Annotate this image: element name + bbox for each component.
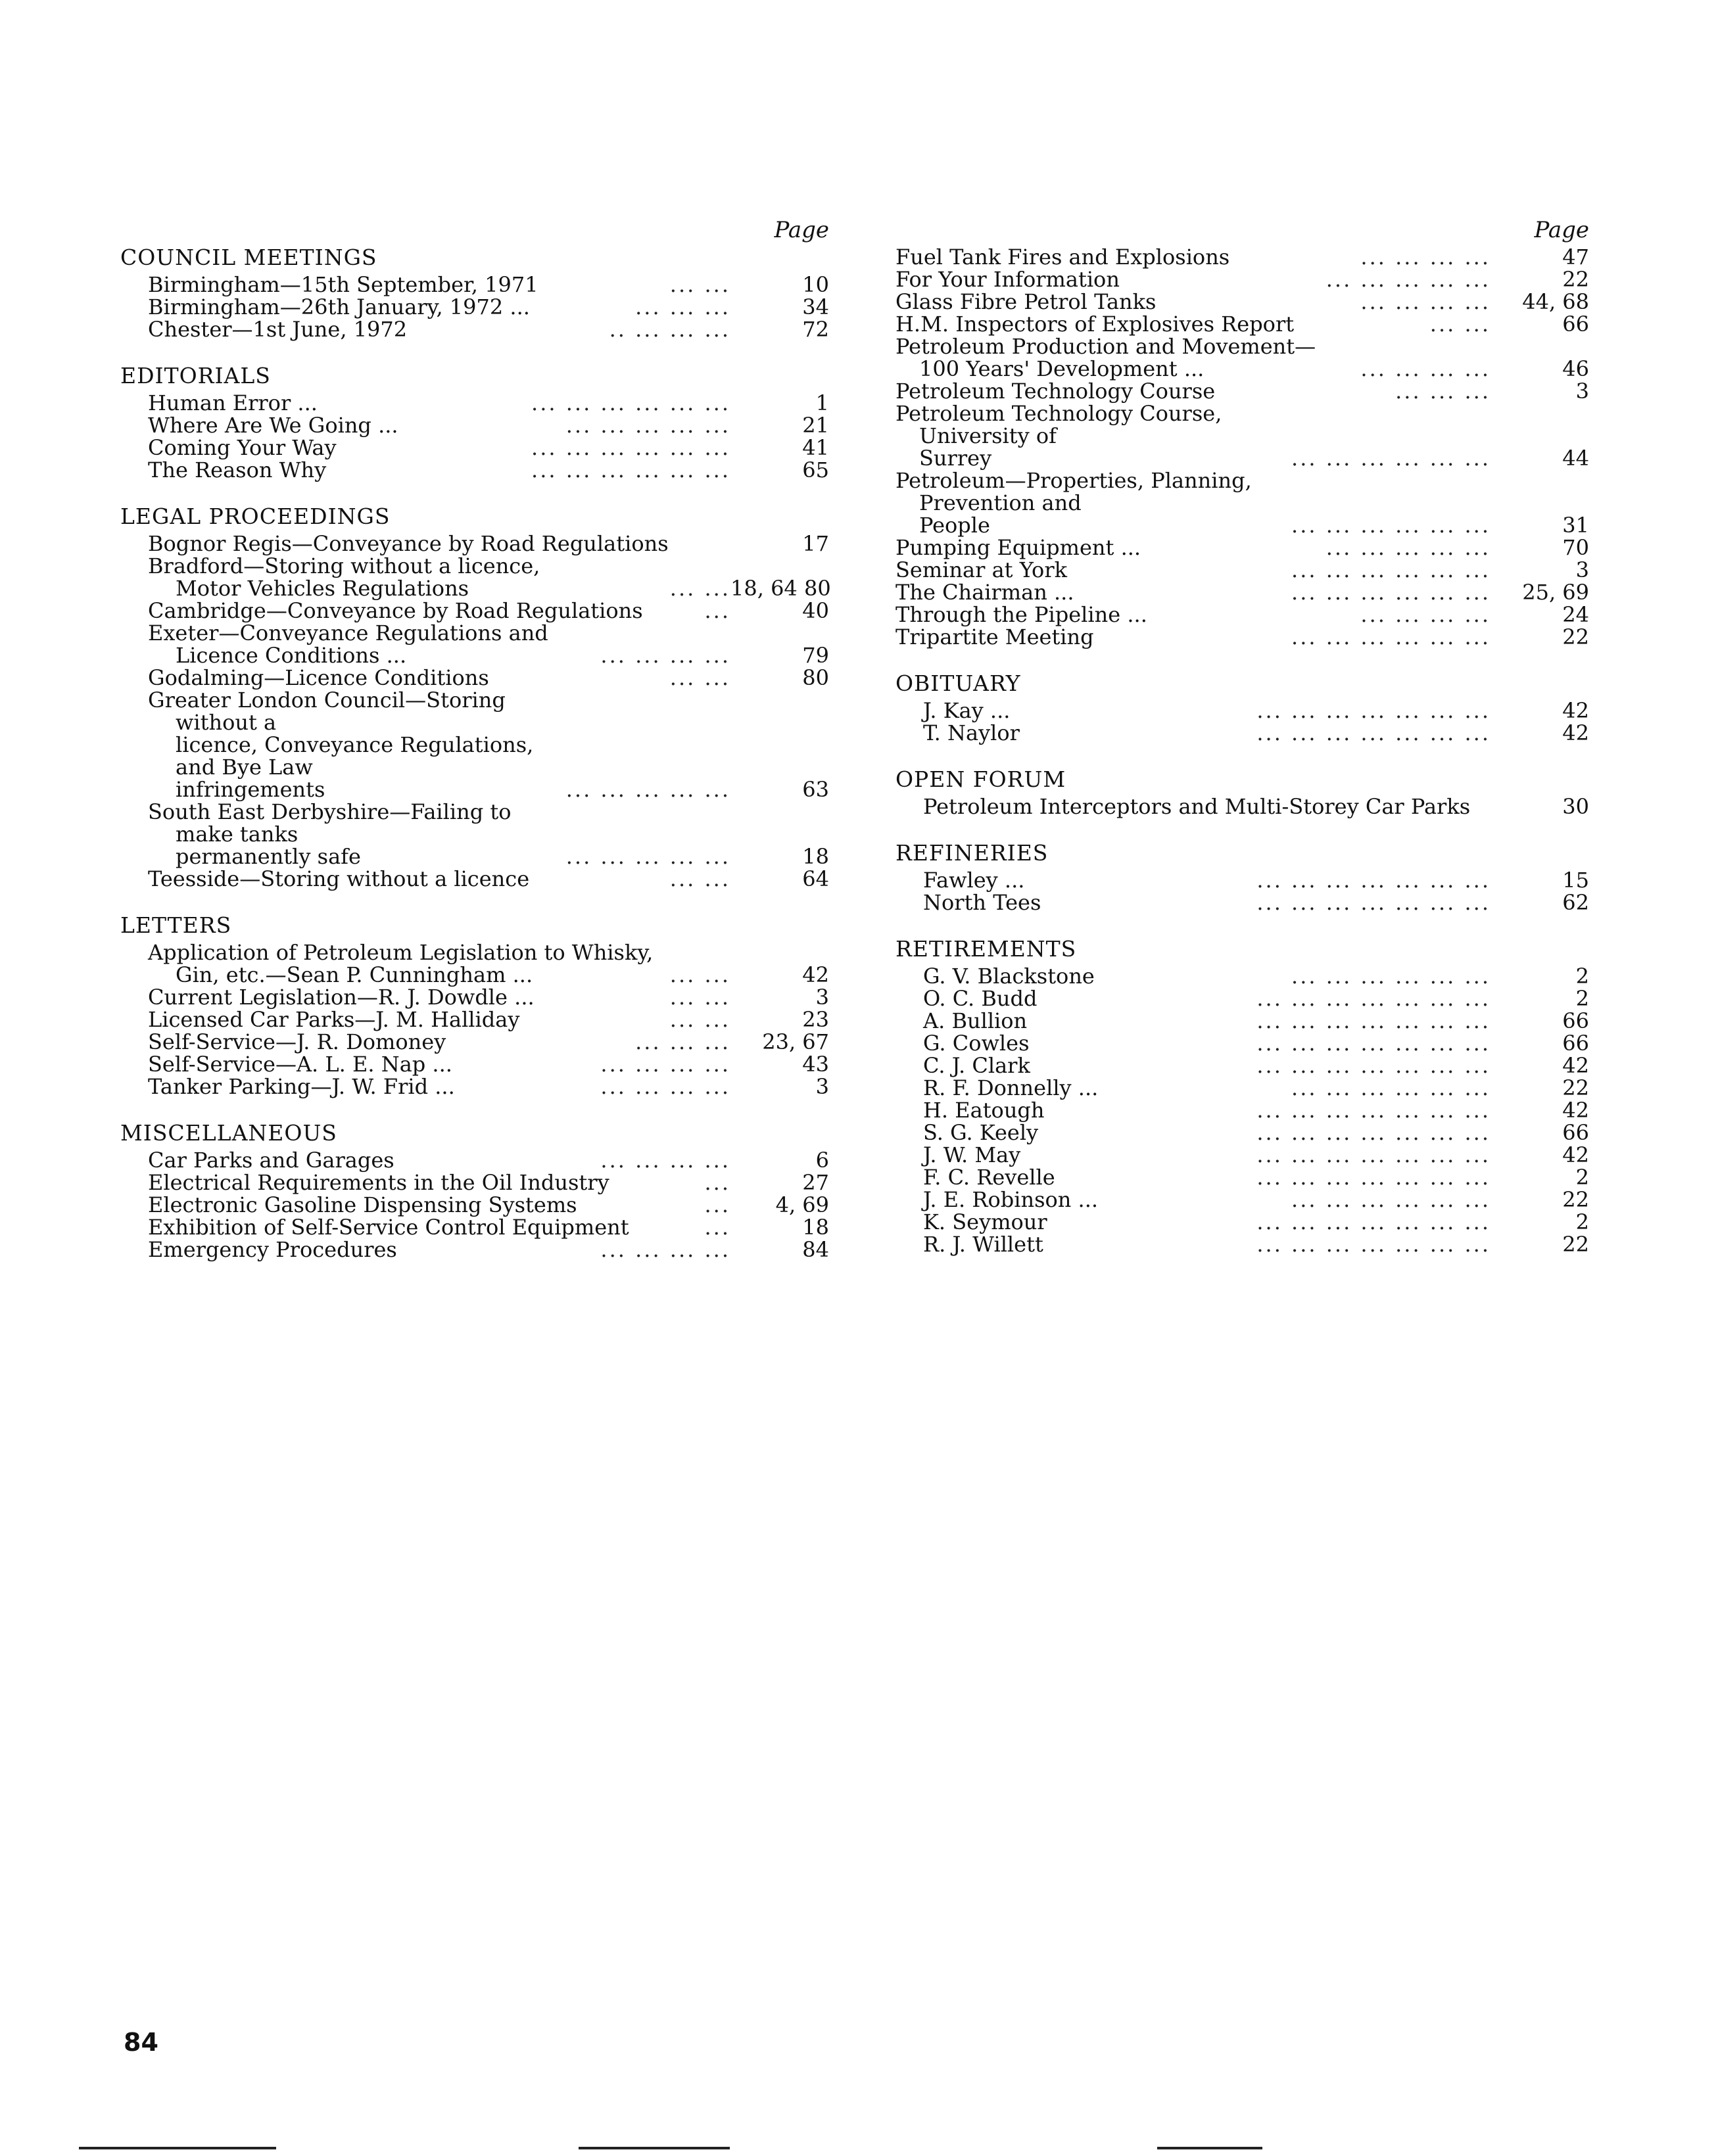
entry-page-number: 64 [802,866,829,891]
entry-page-number: 24 [1562,602,1589,627]
entry-title: Where Are We Going ... [148,413,398,438]
right-sections [895,246,1589,1255]
dot-leader: ... ... ... ... ... ... [531,457,730,482]
index-entry [120,986,829,1008]
entry-page-number: 2 [1575,986,1589,1011]
dot-leader: ... ... ... ... ... [1325,535,1491,560]
entry-title: Fuel Tank Fires and Explosions [895,245,1230,270]
index-entry [120,801,829,868]
dot-leader: ... ... ... ... ... ... [1291,624,1491,649]
entry-title: Petroleum Technology Course [895,379,1216,404]
entry-title: O. C. Budd [923,986,1038,1011]
index-entry [895,559,1589,581]
entry-page-number: 72 [802,317,829,342]
index-entry [895,1032,1589,1054]
index-entry [120,414,829,436]
dot-leader: ... [704,1192,730,1217]
page-column-header: Page [774,217,829,243]
entry-title: Pumping Equipment ... [895,535,1141,560]
entry-title: Coming Your Way [148,435,337,460]
index-entry [895,469,1589,536]
index-entry [895,268,1589,291]
index-entry [895,1166,1589,1188]
entry-page-number: 27 [802,1170,829,1195]
index-entry [120,1171,829,1194]
dot-leader: ... ... ... ... [600,1052,730,1077]
entry-page-number: 22 [1562,1075,1589,1100]
entry-title: Glass Fibre Petrol Tanks [895,289,1157,314]
entry-title: Application of Petroleum Legislation to Whisky, Gin, etc.—Sean P. Cunningham ... [148,940,654,987]
entry-title: Cambridge—Conveyance by Road Regulations [148,598,643,623]
dot-leader: ... ... ... ... ... ... ... [1256,868,1491,893]
index-entry [120,555,829,599]
entry-title: Exhibition of Self-Service Control Equipment [148,1215,629,1240]
entry-page-number: 23 [802,1007,829,1032]
index-entry [895,795,1589,818]
dot-leader: ... ... ... [635,294,730,319]
entry-title: J. E. Robinson ... [923,1187,1099,1212]
dot-leader: ... ... [669,985,730,1010]
dot-leader: ... ... ... [635,1029,730,1054]
dot-leader: ... ... [669,576,730,601]
index-entry [120,459,829,481]
index-entry [895,987,1589,1010]
section-heading: LETTERS [120,912,232,938]
entry-page-number: 42 [1562,720,1589,745]
index-entry [120,622,829,667]
index-entry [120,667,829,689]
entry-title: K. Seymour [923,1209,1047,1234]
dot-leader: ... ... ... ... ... ... [1291,1187,1491,1212]
section-heading: COUNCIL MEETINGS [120,245,377,270]
index-entry [895,380,1589,402]
entry-page-number: 31 [1562,513,1589,538]
index-entry [120,532,829,555]
dot-leader: ... ... ... ... ... ... [1291,557,1491,582]
entry-title: Car Parks and Garages [148,1148,394,1173]
entry-title: Teesside—Storing without a licence [148,866,530,891]
dot-leader: ... ... ... ... ... ... ... [1256,1165,1491,1190]
index-entry [895,891,1589,914]
index-entry [120,1149,829,1171]
index-entry [895,246,1589,268]
index-entry [895,1233,1589,1255]
section-heading: OBITUARY [895,670,1021,696]
page-number: 84 [124,2028,158,2057]
index-entry [895,1144,1589,1166]
entry-title: The Chairman ... [895,580,1074,605]
entry-page-number: 65 [802,457,829,482]
entry-page-number: 42 [1562,1098,1589,1123]
entry-title: Licensed Car Parks—J. M. Halliday [148,1007,520,1032]
bottom-edge-rule [1157,2147,1262,2149]
entry-page-number: 30 [1562,794,1589,819]
index-entry [895,335,1589,380]
index-section [895,246,1589,648]
entry-title: Birmingham—15th September, 1971 [148,272,538,297]
entry-page-number: 70 [1562,535,1589,560]
entry-page-number: 3 [1575,557,1589,582]
entry-page-number: 63 [802,777,829,802]
dot-leader: ... ... ... ... [1360,289,1491,314]
entry-title: Emergency Procedures [148,1237,397,1262]
entry-page-number: 2 [1575,1165,1589,1190]
index-entry [120,1194,829,1216]
dot-leader: ... ... [669,962,730,987]
dot-leader: ... ... ... ... ... ... ... [1256,720,1491,745]
entry-page-number: 66 [1562,312,1589,337]
entry-title: Exeter—Conveyance Regulations and Licence Conditions ... [148,621,548,668]
entry-title: Bognor Regis—Conveyance by Road Regulations [148,531,669,556]
section-heading: RETIREMENTS [895,936,1077,962]
entry-title: G. V. Blackstone [923,964,1095,989]
entry-page-number: 2 [1575,964,1589,989]
dot-leader: ... ... ... ... [1360,356,1491,381]
index-entry [895,291,1589,313]
dot-leader: ... ... ... ... ... ... ... [1256,1120,1491,1145]
entry-title: Self-Service—J. R. Domoney [148,1029,446,1054]
dot-leader: ... ... [669,272,730,297]
entry-title: Bradford—Storing without a licence, Motor Vehicles Regulations [148,553,540,601]
entry-page-number: 42 [1562,1053,1589,1078]
index-entry [120,1238,829,1261]
index-entry [895,313,1589,335]
entry-page-number: 41 [802,435,829,460]
entry-title: Petroleum Technology Course, University of Surrey [895,401,1222,471]
entry-title: Chester—1st June, 1972 [148,317,408,342]
entry-list [895,965,1589,1255]
entry-title: R. F. Donnelly ... [923,1075,1099,1100]
dot-leader: ... ... ... ... [600,1237,730,1262]
entry-page-number: 2 [1575,1209,1589,1234]
index-entry [895,1077,1589,1099]
entry-title: Tanker Parking—J. W. Frid ... [148,1074,455,1099]
entry-title: G. Cowles [923,1031,1030,1056]
dot-leader: ... ... ... ... ... ... ... [1256,698,1491,723]
entry-title: F. C. Revelle [923,1165,1055,1190]
section-heading: EDITORIALS [120,363,271,388]
entry-page-number: 6 [815,1148,829,1173]
dot-leader: ... ... ... ... ... ... [1291,446,1491,471]
entry-title: The Reason Why [148,457,327,482]
entry-page-number: 62 [1562,890,1589,915]
entry-title: Fawley ... [923,868,1025,893]
entry-title: For Your Information [895,267,1120,292]
index-column-right [895,217,1589,1279]
section-heading: MISCELLANEOUS [120,1120,337,1146]
entry-page-number: 66 [1562,1031,1589,1056]
entry-list [895,869,1589,914]
dot-leader: ... ... ... ... [600,1148,730,1173]
entry-page-number: 22 [1562,267,1589,292]
index-entry [895,1099,1589,1121]
entry-title: Electrical Requirements in the Oil Industry [148,1170,609,1195]
index-section [120,364,829,481]
section-heading: LEGAL PROCEEDINGS [120,504,391,529]
index-entry [895,1121,1589,1144]
entry-title: Seminar at York [895,557,1067,582]
entry-page-number: 3 [815,1074,829,1099]
entry-page-number: 46 [1562,356,1589,381]
entry-list [120,273,829,340]
entry-title: South East Derbyshire—Failing to make tanks permanently safe [148,799,512,869]
entry-title: C. J. Clark [923,1053,1030,1078]
section-heading: OPEN FORUM [895,766,1066,792]
entry-page-number: 17 [802,531,829,556]
entry-title: Petroleum Production and Movement— 100 Years' Development ... [895,334,1316,381]
dot-leader: ... ... ... ... ... [1325,267,1491,292]
entry-page-number: 1 [815,390,829,415]
entry-page-number: 44, 68 [1522,289,1589,314]
dot-leader: ... ... ... ... ... ... [531,390,730,415]
entry-page-number: 3 [815,985,829,1010]
dot-leader: ... ... ... ... ... ... ... [1256,890,1491,915]
entry-page-number: 47 [1562,245,1589,270]
entry-title: North Tees [923,890,1041,915]
dot-leader: ... [704,1215,730,1240]
entry-page-number: 42 [1562,698,1589,723]
index-entry [895,1211,1589,1233]
entry-title: Self-Service—A. L. E. Nap ... [148,1052,452,1077]
index-entry [895,722,1589,744]
bottom-edge-rule [79,2147,276,2149]
index-entry [120,599,829,622]
entry-page-number: 18, 64 80 [730,576,831,601]
dot-leader: ... ... ... ... ... ... ... [1256,1209,1491,1234]
dot-leader: ... ... ... ... ... ... [531,435,730,460]
index-entry [120,273,829,296]
entry-page-number: 66 [1562,1120,1589,1145]
index-entry [120,392,829,414]
entry-title: Greater London Council—Storing without a licence, Conveyance Regulations, and Bye Law infringements [148,688,534,802]
dot-leader: ... ... ... ... [600,1074,730,1099]
index-entry [895,699,1589,722]
index-entry [895,581,1589,603]
entry-title: Birmingham—26th January, 1972 ... [148,294,530,319]
dot-leader: ... ... ... ... ... ... ... [1256,1008,1491,1033]
entry-title: Current Legislation—R. J. Dowdle ... [148,985,535,1010]
index-entry [120,318,829,340]
index-entry [895,626,1589,648]
entry-title: H.M. Inspectors of Explosives Report [895,312,1295,337]
index-entry [895,965,1589,987]
dot-leader: ... ... [669,665,730,690]
index-entry [120,1216,829,1238]
dot-leader: ... ... [669,866,730,891]
entry-title: Tripartite Meeting [895,624,1094,649]
index-section [895,672,1589,744]
dot-leader: ... ... ... ... ... ... [1291,580,1491,605]
bottom-edge-rule [579,2147,730,2149]
index-entry [120,1075,829,1098]
section-heading: REFINERIES [895,840,1049,866]
dot-leader: ... ... ... ... ... ... [1291,513,1491,538]
index-section [120,246,829,340]
entry-title: Through the Pipeline ... [895,602,1147,627]
entry-title: R. J. Willett [923,1232,1043,1257]
dot-leader: ... ... ... ... ... ... ... [1256,1232,1491,1257]
entry-title: A. Bullion [923,1008,1028,1033]
entry-page-number: 4, 69 [775,1192,829,1217]
index-entry [895,402,1589,469]
index-entry [120,1008,829,1031]
entry-list [120,392,829,481]
index-entry [895,603,1589,626]
entry-list [895,699,1589,744]
dot-leader: .. ... ... ... [609,317,730,342]
entry-title: Petroleum Interceptors and Multi-Storey Car Parks [923,794,1471,819]
index-section [895,768,1589,818]
left-sections [120,246,829,1261]
entry-page-number: 42 [1562,1142,1589,1167]
dot-leader: ... ... ... ... ... [565,413,730,438]
index-section [120,505,829,890]
dot-leader: ... ... ... [1395,379,1491,404]
index-entry [895,869,1589,891]
entry-page-number: 66 [1562,1008,1589,1033]
entry-title: J. W. May [923,1142,1021,1167]
entry-page-number: 22 [1562,624,1589,649]
entry-page-number: 25, 69 [1522,580,1589,605]
index-entry [895,1188,1589,1211]
index-section [120,914,829,1098]
entry-page-number: 21 [802,413,829,438]
index-section [895,937,1589,1255]
dot-leader: ... ... ... ... ... ... ... [1256,1053,1491,1078]
index-entry [120,941,829,986]
entry-title: Electronic Gasoline Dispensing Systems [148,1192,577,1217]
index-entry [120,689,829,801]
entry-page-number: 80 [802,665,829,690]
entry-title: T. Naylor [923,720,1020,745]
entry-page-number: 15 [1562,868,1589,893]
dot-leader: ... [704,1170,730,1195]
dot-leader: ... ... ... ... ... [565,844,730,869]
dot-leader: ... ... ... ... ... [565,777,730,802]
dot-leader: ... ... ... ... ... ... ... [1256,1098,1491,1123]
entry-list [120,532,829,890]
dot-leader: ... ... ... ... ... ... ... [1256,1031,1491,1056]
dot-leader: ... ... ... ... [1360,602,1491,627]
dot-leader: ... ... ... ... ... ... ... [1256,986,1491,1011]
entry-page-number: 44 [1562,446,1589,471]
entry-page-number: 3 [1575,379,1589,404]
index-column-left [120,217,829,1284]
index-section [895,841,1589,914]
dot-leader: ... ... ... ... ... ... ... [1256,1142,1491,1167]
index-entry [120,436,829,459]
entry-title: Petroleum—Properties, Planning, Prevention and People [895,468,1252,538]
entry-title: Human Error ... [148,390,318,415]
entry-page-number: 10 [802,272,829,297]
entry-page-number: 22 [1562,1232,1589,1257]
entry-title: J. Kay ... [923,698,1011,723]
index-entry [120,1053,829,1075]
dot-leader: ... ... [669,1007,730,1032]
entry-list [120,941,829,1098]
entry-title: S. G. Keely [923,1120,1039,1145]
entry-list [895,795,1589,818]
index-entry [120,296,829,318]
entry-title: H. Eatough [923,1098,1045,1123]
entry-page-number: 43 [802,1052,829,1077]
entry-page-number: 84 [802,1237,829,1262]
entry-page-number: 42 [802,962,829,987]
entry-page-number: 40 [802,598,829,623]
entry-page-number: 79 [802,643,829,668]
entry-page-number: 18 [802,1215,829,1240]
dot-leader: ... ... ... ... ... ... [1291,964,1491,989]
dot-leader: ... ... ... ... [1360,245,1491,270]
index-entry [120,868,829,890]
dot-leader: ... ... ... ... [600,643,730,668]
page-column-header: Page [1534,217,1589,243]
index-entry [895,1054,1589,1077]
entry-list [120,1149,829,1261]
entry-page-number: 34 [802,294,829,319]
entry-page-number: 22 [1562,1187,1589,1212]
entry-page-number: 23, 67 [762,1029,829,1054]
index-entry [120,1031,829,1053]
entry-page-number: 18 [802,844,829,869]
index-entry [895,536,1589,559]
dot-leader: ... [704,598,730,623]
entry-title: Godalming—Licence Conditions [148,665,489,690]
dot-leader: ... ... [1429,312,1491,337]
entry-list [895,246,1589,648]
index-entry [895,1010,1589,1032]
dot-leader: ... ... ... ... ... ... [1291,1075,1491,1100]
index-section [120,1121,829,1261]
